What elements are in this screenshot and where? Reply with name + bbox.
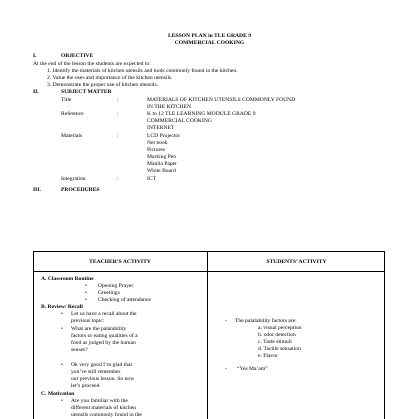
student-answer: b. odor detection (258, 332, 296, 338)
materials-item: Manila Paper (147, 161, 177, 167)
praise-line: you’ve still remember (71, 369, 121, 375)
student-answer: d. Tactile sensation (258, 346, 301, 352)
student-dash: - (225, 366, 227, 372)
section-a-item: Opening Prayer (98, 283, 134, 289)
materials-item: White Board (147, 168, 176, 174)
objective-heading: OBJECTIVE (61, 53, 94, 59)
student-answer-intro: The palatability factors are: (235, 318, 297, 324)
praise-line: our previous lesson. So now (71, 376, 135, 382)
reference-colon: : (117, 111, 119, 117)
integration-label: Integration (61, 176, 86, 182)
bullet: • (85, 290, 87, 296)
student-reply: “Yes Ma’am” (237, 366, 268, 372)
objective-number: I. (33, 53, 37, 59)
objective-item-1: 1. Identify the materials of kitchen utensils and tools commonly found in the kitchen. (47, 68, 238, 74)
motivation-line: Are you familiar with the (71, 398, 128, 404)
reference-value-2: COMMERCIAL COOKING (147, 118, 212, 124)
materials-label: Materials (61, 133, 83, 139)
bullet: • (61, 311, 63, 317)
procedures-heading: PROCEDURES (61, 187, 100, 193)
subject-matter-number: II. (33, 89, 39, 95)
motivation-line: different materials of kitchen (71, 405, 136, 411)
objective-item-2: 2. Value the uses and importance of the kitchen utensils. (47, 75, 173, 81)
motivation-line: utensils commonly found in the (71, 412, 142, 418)
title-value-2: IN THE KITCHEN (147, 104, 192, 110)
question-line: food as judged by the human (71, 340, 136, 346)
title-line-2: COMMERCIAL COOKING (174, 40, 245, 46)
materials-item: Net book (147, 140, 168, 146)
reference-value-1: K to 12 TLE LEARNING MODULE GRADE 9 (147, 111, 256, 117)
bullet: • (61, 362, 63, 368)
bullet: • (85, 297, 87, 303)
praise-line: Ok very good I’m glad that (71, 362, 133, 368)
integration-colon: : (117, 176, 119, 182)
materials-item: Pictures (147, 147, 166, 153)
reference-value-3: INTERNET (147, 125, 175, 131)
students-activity-header: STUDENTS’ ACTIVITY (266, 259, 327, 265)
title-line-1: LESSON PLAN in TLE GRADE 9 (167, 33, 252, 39)
title-colon: : (117, 97, 119, 103)
section-b-heading: B. Review/ Recall (41, 304, 83, 310)
objective-intro: At the end of the lesson the students are expected to: (33, 61, 151, 67)
student-answer: a. visual perception (258, 325, 302, 331)
section-a-item: Greetings (98, 290, 120, 296)
question-line: senses? (71, 347, 88, 353)
materials-item: LCD Projector (147, 133, 181, 139)
student-answer: c. Taste stimuli (258, 339, 292, 345)
bullet: • (85, 283, 87, 289)
student-answer: e. Flavor (258, 353, 278, 359)
student-dash: - (225, 318, 227, 324)
question-line: What are the palatability (71, 326, 127, 332)
recall-line: Let us have a recall about the (71, 311, 137, 317)
integration-value: ICT (147, 176, 157, 182)
section-c-heading: C. Motivation (41, 391, 75, 397)
section-a-item: Checking of attendance (98, 297, 151, 303)
subject-matter-heading: SUBJECT MATTER (61, 89, 112, 95)
materials-item: Marking Pen (147, 154, 177, 160)
section-a-heading: A. Classroom Routine (41, 276, 94, 282)
recall-line: previous topic: (71, 318, 105, 324)
praise-line: let’s proceed. (71, 383, 101, 389)
title-label: Title (61, 97, 72, 103)
materials-colon: : (117, 133, 119, 139)
bullet: • (61, 326, 63, 332)
table-header-divider (33, 271, 385, 272)
table-column-divider (207, 251, 208, 419)
question-line: factors or eating qualities of a (71, 333, 138, 339)
procedures-number: III. (33, 187, 41, 193)
teacher-activity-header: TEACHER’S ACTIVITY (89, 259, 151, 265)
objective-item-3: 3. Demonstrate the proper use of kitchen utensils. (47, 82, 159, 88)
title-value-1: MATERIALS OF KITCHEN UTENSILS COMMONLY FOUND (147, 97, 296, 103)
reference-label: Reference (61, 111, 84, 117)
bullet: • (61, 398, 63, 404)
